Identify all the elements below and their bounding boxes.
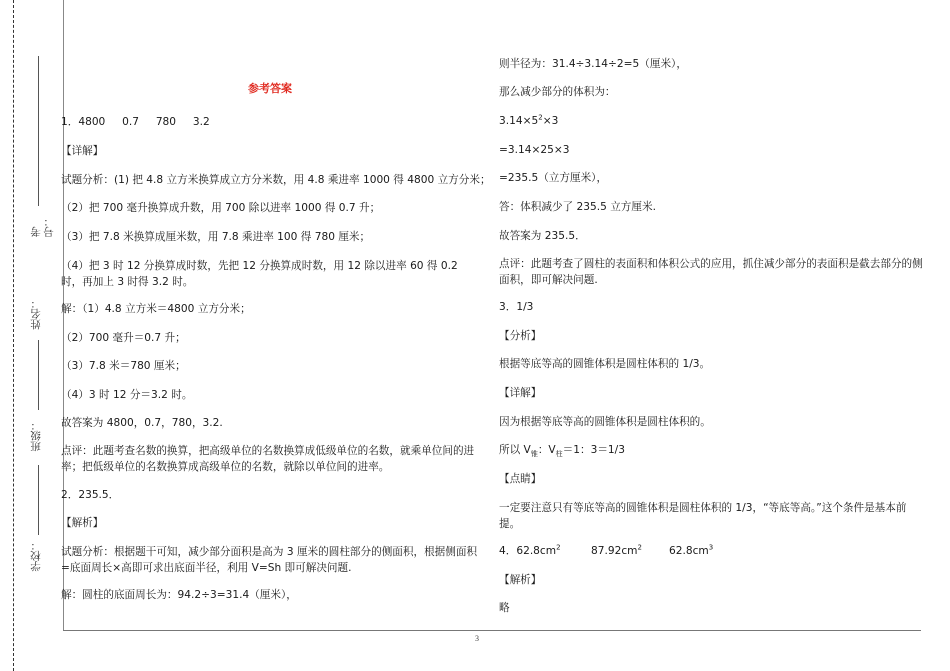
q3-analysis: 根据等底等高的圆锥体积是圆柱体积的 1/3。 (499, 358, 711, 370)
q2-comment: 点评：此题考查了圆柱的表面积和体积公式的应用，抓住减少部分的表面积是截去部分的侧面积，即可解决问题. (499, 258, 923, 286)
q1-solution-4: （4）3 时 12 分＝3.2 时。 (61, 389, 193, 401)
q2-final-answer: 故答案为 235.5． (499, 230, 586, 242)
q3-ratio: 所以 $V_锥$：$V_柱=1$：3＝1/3 (499, 444, 625, 459)
q3-key-point-heading: 【点睛】 (499, 473, 542, 485)
school-field (28, 530, 50, 610)
q3-key-point: 一定要注意只有等底等高的圆锥体积是圆柱体积的 1/3，“等底等高。”这个条件是基本前提。 (499, 502, 907, 530)
answer-title: 参考答案 (248, 82, 292, 95)
q2-calc-line-1: =3.14×25×3 (499, 144, 570, 156)
binding-dashed-line (13, 0, 14, 671)
q1-analysis: 试题分析：(1) 把 4.8 立方米换算成立方分米数，用 4.8 乘进率 1000 得 4800 立方分米； (61, 174, 491, 186)
class-label: 班级： (30, 420, 48, 452)
page-bottom-border (63, 630, 921, 631)
q3-answer: 3．1/3 (499, 301, 534, 313)
q4-analysis: 略 (499, 602, 510, 614)
school-label: 学校： (30, 540, 48, 572)
q1-analysis-step-4: （4）把 3 时 12 分换算成时数，先把 12 分换算成时数，用 12 除以进率 60 得 0.2 时，再加上 3 时得 3.2 时。 (61, 260, 458, 288)
q1-analysis-step-2: （2）把 700 毫升换算成升数，用 700 除以进率 1000 得 0.7 升； (61, 202, 381, 214)
q2-formula-line: $3.14\times 5^2\times 3$ (499, 113, 559, 127)
q2-solution-1: 解：圆柱的底面周长为：94.2÷3=31.4（厘米）， (61, 589, 297, 601)
q1-detail-heading: 【详解】 (61, 145, 104, 157)
q3-detail-heading: 【详解】 (499, 387, 542, 399)
q1-solution-3: （3）7.8 米＝780 厘米； (61, 360, 186, 372)
q1-analysis-step-3: （3）把 7.8 米换算成厘米数，用 7.8 乘进率 100 得 780 厘米； (61, 231, 371, 243)
exam-number-field (28, 56, 55, 237)
q1-final-answer: 故答案为 4800，0.7，780，3.2. (61, 417, 223, 429)
q4-analysis-heading: 【解析】 (499, 574, 542, 586)
page-number: 3 (475, 634, 479, 643)
q3-analysis-heading: 【分析】 (499, 330, 542, 342)
q4-answer: 4．$62.8cm^2$ $87.92cm^2$ $62.8cm^3$ (499, 543, 714, 557)
q2-answer-statement: 答：体积减少了 235.5 立方厘米. (499, 201, 656, 213)
student-name-field (28, 290, 50, 370)
q2-analysis: 试题分析：根据题干可知，减少部分面积是高为 3 厘米的圆柱部分的侧面积，根据侧面积=底面周长×高即可求出底面半径，利用 V=Sh 即可解决问题. (61, 546, 478, 574)
q2-analysis-heading: 【解析】 (61, 517, 104, 529)
q1-solution-1: 解：（1）4.8 立方米＝4800 立方分米； (61, 303, 251, 315)
exam-number-label: 考号： (30, 216, 55, 237)
q1-answer: 1．4800 0.7 780 3.2 (61, 116, 210, 128)
q1-solution-2: （2）700 毫升＝0.7 升； (61, 332, 186, 344)
q2-solution-3: 那么减少部分的体积为： (499, 86, 616, 98)
class-field (28, 410, 50, 470)
q2-solution-2: 则半径为：31.4÷3.14÷2=5（厘米）， (499, 58, 687, 70)
q2-calc-line-2: =235.5（立方厘米）， (499, 172, 608, 184)
student-name-label: 姓名： (30, 298, 48, 330)
q3-detail: 因为根据等底等高的圆锥体积是圆柱体积的。 (499, 416, 711, 428)
q1-comment: 点评：此题考查名数的换算，把高级单位的名数换算成低级单位的名数，就乘单位间的进率；把低级单位的名数换算成高级单位的名数，就除以单位间的进率。 (61, 445, 475, 473)
q2-answer: 2．235.5． (61, 489, 120, 501)
